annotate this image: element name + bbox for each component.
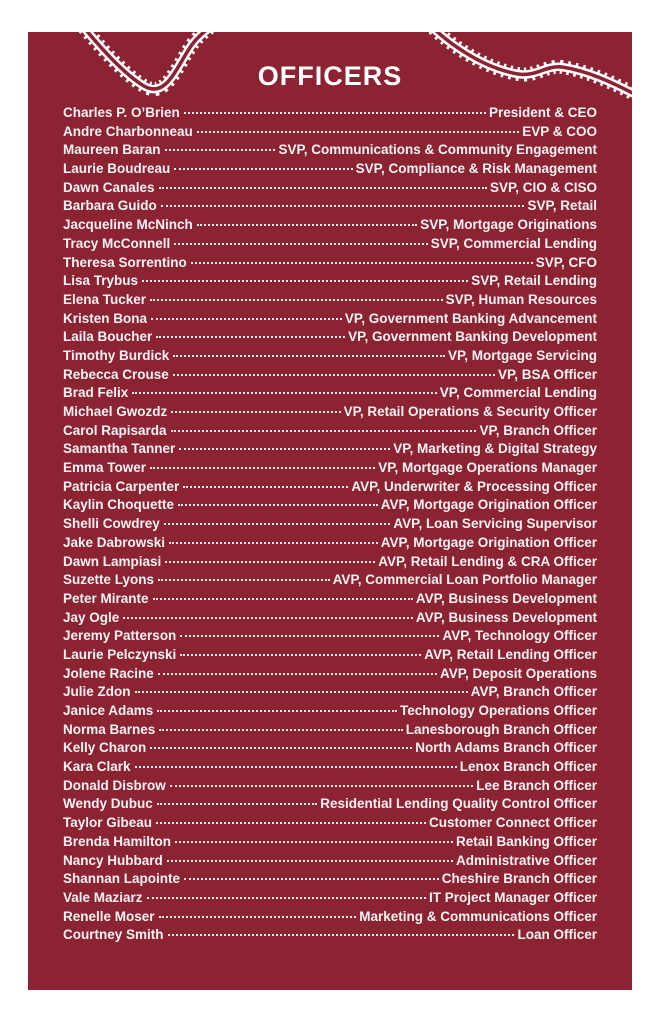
- officer-row: [63, 908, 597, 927]
- officer-name: Julie Zdon: [63, 684, 131, 700]
- officer-row: [63, 852, 597, 871]
- officer-row: [63, 291, 597, 310]
- officer-row: [63, 627, 597, 646]
- officer-row: [63, 459, 597, 478]
- officer-row: [63, 609, 597, 628]
- officer-row: [63, 496, 597, 515]
- officer-name: Lisa Trybus: [63, 273, 139, 289]
- officer-row: [63, 310, 597, 329]
- dot-leader: [157, 803, 317, 805]
- officer-row: [63, 515, 597, 534]
- dot-leader: [165, 561, 375, 563]
- officer-name: Jacqueline McNinch: [63, 217, 193, 233]
- officer-row: [63, 179, 597, 198]
- officer-title: AVP, Mortgage Origination Officer: [380, 497, 597, 513]
- officer-name: Barbara Guido: [63, 198, 157, 214]
- officer-title: AVP, Retail Lending Officer: [424, 646, 597, 662]
- officer-row: [63, 646, 597, 665]
- officer-title: AVP, Technology Officer: [442, 628, 597, 644]
- officer-name: Emma Tower: [63, 460, 147, 476]
- officer-name: Taylor Gibeau: [63, 815, 153, 831]
- dot-leader: [197, 131, 519, 133]
- officer-name: Donald Disbrow: [63, 777, 166, 793]
- officer-name: Patricia Carpenter: [63, 478, 180, 494]
- officer-name: Rebecca Crouse: [63, 366, 169, 382]
- dot-leader: [178, 504, 378, 506]
- officer-name: Kara Clark: [63, 759, 131, 775]
- dot-leader: [153, 598, 413, 600]
- officer-name: Courtney Smith: [63, 927, 164, 943]
- officer-name: Elena Tucker: [63, 291, 147, 307]
- officer-name: Kristen Bona: [63, 310, 148, 326]
- dot-leader: [197, 224, 417, 226]
- officer-row: [63, 833, 597, 852]
- officer-row: [63, 702, 597, 721]
- officer-title: SVP, CIO & CISO: [489, 179, 597, 195]
- dot-leader: [183, 486, 348, 488]
- officer-row: [63, 160, 597, 179]
- dot-leader: [191, 262, 533, 264]
- officer-name: Charles P. O’Brien: [63, 105, 180, 120]
- officer-title: SVP, Human Resources: [445, 291, 597, 307]
- officer-title: SVP, Retail: [527, 198, 597, 214]
- officer-row: [63, 777, 597, 796]
- officer-title: VP, Commercial Lending: [439, 385, 597, 401]
- officer-name: Tracy McConnell: [63, 235, 171, 251]
- officer-name: Shelli Cowdrey: [63, 516, 160, 532]
- officer-title: AVP, Business Development: [415, 590, 597, 606]
- officer-title: Residential Lending Quality Control Officer: [320, 796, 597, 812]
- officer-name: Brenda Hamilton: [63, 833, 172, 849]
- officer-title: IT Project Manager Officer: [428, 889, 597, 905]
- officer-title: AVP, Branch Officer: [470, 684, 597, 700]
- officer-row: [63, 235, 597, 254]
- officer-name: Renelle Moser: [63, 908, 155, 924]
- dot-leader: [156, 336, 345, 338]
- officer-title: Administrative Officer: [455, 852, 597, 868]
- dot-leader: [142, 280, 468, 282]
- dot-leader: [165, 149, 276, 151]
- officer-row: [63, 328, 597, 347]
- officer-row: [63, 889, 597, 908]
- officer-row: [63, 814, 597, 833]
- officer-name: Suzette Lyons: [63, 572, 155, 588]
- dot-leader: [147, 897, 426, 899]
- officer-title: SVP, Communications & Community Engagement: [278, 142, 597, 158]
- officer-row: [63, 795, 597, 814]
- dot-leader: [164, 523, 391, 525]
- dot-leader: [184, 112, 486, 114]
- dot-leader: [158, 579, 330, 581]
- officer-row: [63, 870, 597, 889]
- officer-name: Norma Barnes: [63, 721, 156, 737]
- officer-row: [63, 683, 597, 702]
- officer-row: [63, 571, 597, 590]
- officer-row: [63, 739, 597, 758]
- dot-leader: [159, 729, 402, 731]
- officer-row: [63, 141, 597, 160]
- officer-name: Jake Dabrowski: [63, 534, 166, 550]
- dot-leader: [158, 673, 437, 675]
- officer-title: AVP, Commercial Loan Portfolio Manager: [332, 572, 597, 588]
- officer-title: Customer Connect Officer: [428, 815, 597, 831]
- officer-title: VP, Mortgage Servicing: [447, 347, 597, 363]
- officer-name: Michael Gwozdz: [63, 404, 168, 419]
- officer-title: Technology Operations Officer: [399, 703, 597, 718]
- officer-title: VP, Mortgage Operations Manager: [378, 460, 597, 476]
- officer-name: Jolene Racine: [63, 665, 154, 681]
- officer-row: [63, 440, 597, 459]
- officer-row: [63, 384, 597, 403]
- officer-name: Brad Felix: [63, 385, 129, 401]
- officer-name: Vale Maziarz: [63, 889, 143, 905]
- officer-title: SVP, Commercial Lending: [430, 235, 597, 251]
- officer-title: AVP, Mortgage Origination Officer: [380, 534, 597, 550]
- dot-leader: [180, 635, 439, 637]
- officer-title: Cheshire Branch Officer: [441, 871, 597, 887]
- dot-leader: [159, 187, 487, 189]
- officer-row: [63, 366, 597, 385]
- officer-title: SVP, Retail Lending: [471, 273, 597, 289]
- officer-name: Peter Mirante: [63, 590, 149, 606]
- officer-row: [63, 553, 597, 572]
- officer-name: Dawn Canales: [63, 179, 155, 195]
- officer-row: [63, 347, 597, 366]
- officer-name: Laila Boucher: [63, 329, 153, 345]
- officer-row: [63, 534, 597, 553]
- dot-leader: [150, 747, 412, 749]
- dot-leader: [174, 243, 427, 245]
- officer-row: [63, 123, 597, 142]
- dot-leader: [135, 766, 457, 768]
- officer-name: Laurie Pelczynski: [63, 646, 177, 662]
- officer-title: SVP, Compliance & Risk Management: [355, 161, 597, 177]
- dot-leader: [151, 318, 342, 320]
- officer-title: Lee Branch Officer: [476, 777, 597, 793]
- page-title: OFFICERS: [257, 61, 403, 91]
- officer-name: Timothy Burdick: [63, 347, 170, 363]
- officer-title: AVP, Underwriter & Processing Officer: [351, 478, 597, 494]
- officer-row: [63, 590, 597, 609]
- officer-row: [63, 104, 597, 123]
- dot-leader: [184, 878, 439, 880]
- dot-leader: [159, 916, 357, 918]
- dot-leader: [171, 411, 340, 413]
- officer-title: AVP, Loan Servicing Supervisor: [393, 516, 597, 532]
- dot-leader: [170, 785, 473, 787]
- dot-leader: [135, 691, 468, 693]
- officer-name: Samantha Tanner: [63, 441, 176, 457]
- dot-leader: [150, 467, 375, 469]
- officer-title: SVP, CFO: [535, 254, 597, 270]
- officer-name: Janice Adams: [63, 703, 154, 718]
- dot-leader: [179, 448, 390, 450]
- officer-title: Marketing & Communications Officer: [359, 908, 597, 924]
- officer-title: SVP, Mortgage Originations: [420, 217, 597, 233]
- officer-title: AVP, Retail Lending & CRA Officer: [378, 553, 597, 569]
- officer-name: Nancy Hubbard: [63, 852, 163, 868]
- dot-leader: [132, 392, 436, 394]
- officer-row: [63, 478, 597, 497]
- officer-name: Andre Charbonneau: [63, 123, 193, 139]
- dot-leader: [150, 299, 443, 301]
- officer-title: President & CEO: [488, 105, 597, 120]
- officer-title: VP, Marketing & Digital Strategy: [393, 441, 597, 457]
- dot-leader: [175, 841, 453, 843]
- officer-name: Laurie Boudreau: [63, 161, 171, 177]
- officer-row: [63, 758, 597, 777]
- dot-leader: [171, 430, 477, 432]
- officer-title: VP, BSA Officer: [497, 366, 597, 382]
- officer-name: Shannan Lapointe: [63, 871, 181, 887]
- officer-name: Jay Ogle: [63, 609, 120, 625]
- officer-row: [63, 254, 597, 273]
- officer-title: North Adams Branch Officer: [415, 740, 597, 756]
- officer-row: [63, 422, 597, 441]
- officer-row: [63, 721, 597, 740]
- officer-title: Retail Banking Officer: [455, 833, 597, 849]
- officer-title: AVP, Deposit Operations: [439, 665, 597, 681]
- officer-row: [63, 272, 597, 291]
- dot-leader: [173, 355, 445, 357]
- officer-title: VP, Government Banking Development: [348, 329, 597, 345]
- officer-title: Lanesborough Branch Officer: [405, 721, 597, 737]
- officer-title: VP, Branch Officer: [479, 422, 597, 438]
- dot-leader: [174, 168, 352, 170]
- dot-leader: [180, 654, 421, 656]
- officer-name: Carol Rapisarda: [63, 422, 167, 438]
- officer-row: [63, 665, 597, 684]
- officer-name: Maureen Baran: [63, 142, 161, 158]
- dot-leader: [157, 710, 397, 712]
- officer-row: [63, 216, 597, 235]
- officer-title: Loan Officer: [517, 927, 597, 943]
- dot-leader: [173, 374, 495, 376]
- officer-title: Lenox Branch Officer: [459, 759, 597, 775]
- officer-title: EVP & COO: [522, 123, 597, 139]
- dot-leader: [156, 822, 426, 824]
- officer-name: Theresa Sorrentino: [63, 254, 187, 270]
- dot-leader: [161, 205, 525, 207]
- officer-name: Dawn Lampiasi: [63, 553, 162, 569]
- officer-name: Wendy Dubuc: [63, 796, 153, 812]
- dot-leader: [168, 934, 515, 936]
- officer-title: AVP, Business Development: [415, 609, 597, 625]
- officer-name: Kelly Charon: [63, 740, 147, 756]
- officer-list: [63, 104, 597, 945]
- officer-title: VP, Retail Operations & Security Officer: [343, 404, 597, 419]
- officer-title: VP, Government Banking Advancement: [344, 310, 597, 326]
- officers-panel: [28, 32, 632, 990]
- officer-row: [63, 926, 597, 945]
- officer-row: [63, 403, 597, 422]
- officer-name: Jeremy Patterson: [63, 628, 177, 644]
- dot-leader: [169, 542, 378, 544]
- officer-row: [63, 197, 597, 216]
- dot-leader: [123, 617, 413, 619]
- officer-name: Kaylin Choquette: [63, 497, 175, 513]
- dot-leader: [167, 860, 453, 862]
